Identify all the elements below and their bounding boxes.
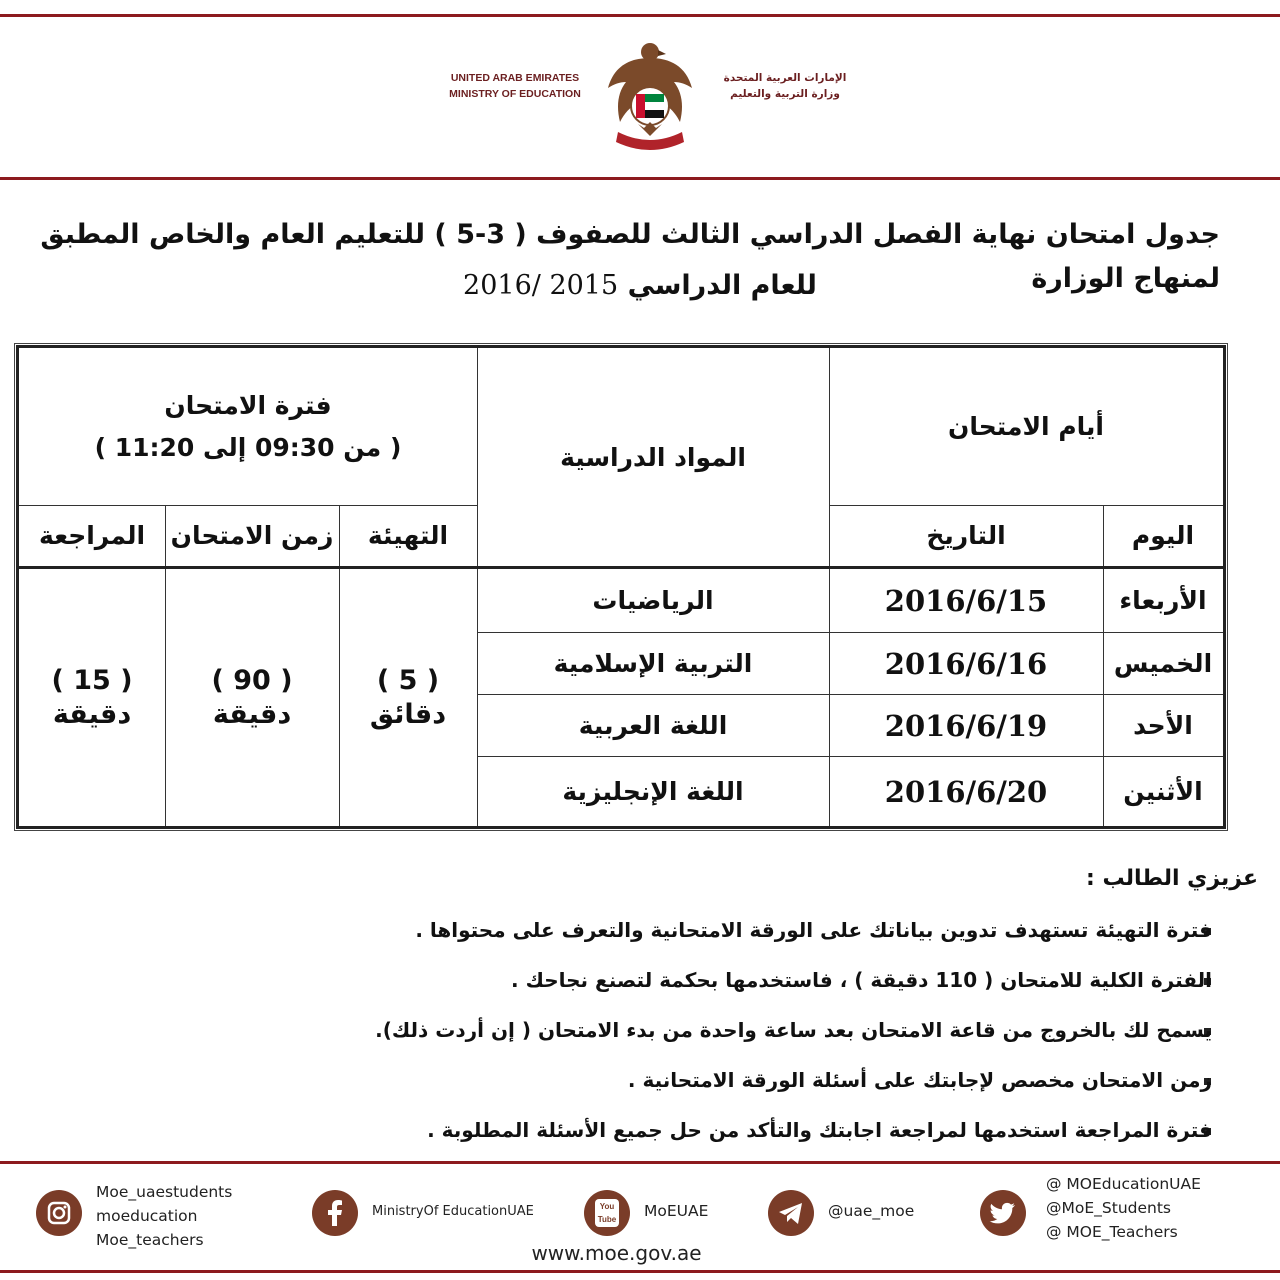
- note-item: يسمح لك بالخروج من قاعة الامتحان بعد ساعة واحدة من بدء الامتحان ( إن أردت ذلك).: [375, 1018, 1212, 1042]
- table-row-date: 2016/6/15: [884, 583, 1048, 618]
- note-item: زمن الامتحان مخصص لإجابتك على أسئلة الورقة الامتحانية .: [627, 1068, 1212, 1092]
- table-row-day: الأثنين: [1123, 777, 1203, 806]
- table-row-subject: الرياضيات: [592, 586, 714, 615]
- table-row-day: الأحد: [1133, 711, 1193, 740]
- instagram-handles[interactable]: Moe_uaestudents moeducation Moe_teachers: [96, 1183, 233, 1249]
- table-row-subject: اللغة العربية: [578, 711, 728, 740]
- exam-schedule-table: [16, 345, 1226, 829]
- exam-days-header: أيام الامتحان: [948, 412, 1104, 441]
- date-column-header: التاريخ: [926, 521, 1006, 550]
- facebook-handle[interactable]: MinistryOf EducationUAE: [372, 1204, 534, 1219]
- youtube-handle[interactable]: MoEUAE: [644, 1202, 709, 1220]
- instagram-icon[interactable]: [36, 1190, 82, 1236]
- table-row-date: 2016/6/20: [884, 774, 1048, 809]
- exam-period-header: فترة الامتحان ( من 09:30 إلى 11:20 ): [94, 390, 402, 462]
- uae-emblem-logo: [600, 36, 700, 154]
- telegram-handle[interactable]: @uae_moe: [828, 1202, 915, 1220]
- twitter-handles[interactable]: @ MOEducationUAE @MoE_Students @ MOE_Teachers: [1046, 1175, 1201, 1241]
- top-rule: [0, 14, 1280, 17]
- twitter-icon[interactable]: [980, 1190, 1026, 1236]
- bottom-rule: [0, 1270, 1280, 1273]
- header-rule: [0, 177, 1280, 180]
- facebook-icon[interactable]: [312, 1190, 358, 1236]
- day-column-header: اليوم: [1131, 521, 1195, 550]
- review-duration: ( 15 ) دقيقة: [51, 664, 133, 730]
- footer-rule: [0, 1161, 1280, 1164]
- note-item: فترة المراجعة استخدمها لمراجعة اجابتك والتأكد من حل جميع الأسئلة المطلوبة .: [427, 1118, 1212, 1142]
- exam-time-column-header: زمن الامتحان: [170, 521, 334, 550]
- ministry-name-arabic: الإمارات العربية المتحدة وزارة التربية والتعليم: [723, 72, 847, 100]
- telegram-icon[interactable]: [768, 1190, 814, 1236]
- academic-year: للعام الدراسي 2015 /2016: [463, 270, 817, 301]
- notes-heading: عزيزي الطالب :: [1086, 866, 1258, 891]
- table-row-day: الأربعاء: [1119, 586, 1207, 615]
- prep-column-header: التهيئة: [367, 521, 449, 550]
- subjects-header: المواد الدراسية: [560, 442, 746, 472]
- table-row-date: 2016/6/19: [884, 708, 1048, 743]
- note-item: الفترة الكلية للامتحان ( 110 دقيقة ) ، فاستخدمها بحكمة لتصنع نجاحك .: [511, 968, 1212, 992]
- prep-duration: ( 5 ) دقائق: [369, 664, 447, 730]
- table-row-subject: اللغة الإنجليزية: [562, 777, 744, 806]
- note-item: فترة التهيئة تستهدف تدوين بياناتك على الورقة الامتحانية والتعرف على محتواها .: [415, 918, 1212, 942]
- exam-duration: ( 90 ) دقيقة: [211, 664, 293, 730]
- review-column-header: المراجعة: [38, 521, 146, 550]
- youtube-icon[interactable]: You Tube: [584, 1190, 630, 1236]
- website-link[interactable]: www.moe.gov.ae: [531, 1241, 702, 1265]
- table-row-subject: التربية الإسلامية: [553, 649, 753, 678]
- table-row-date: 2016/6/16: [884, 646, 1048, 681]
- page-title: جدول امتحان نهاية الفصل الدراسي الثالث للصفوف ( 3-5 ) للتعليم العام والخاص المطبق لمنهاج الوزارة: [40, 219, 1220, 294]
- table-row-day: الخميس: [1113, 649, 1213, 678]
- ministry-name-english: UNITED ARAB EMIRATES MINISTRY OF EDUCATION: [449, 72, 581, 100]
